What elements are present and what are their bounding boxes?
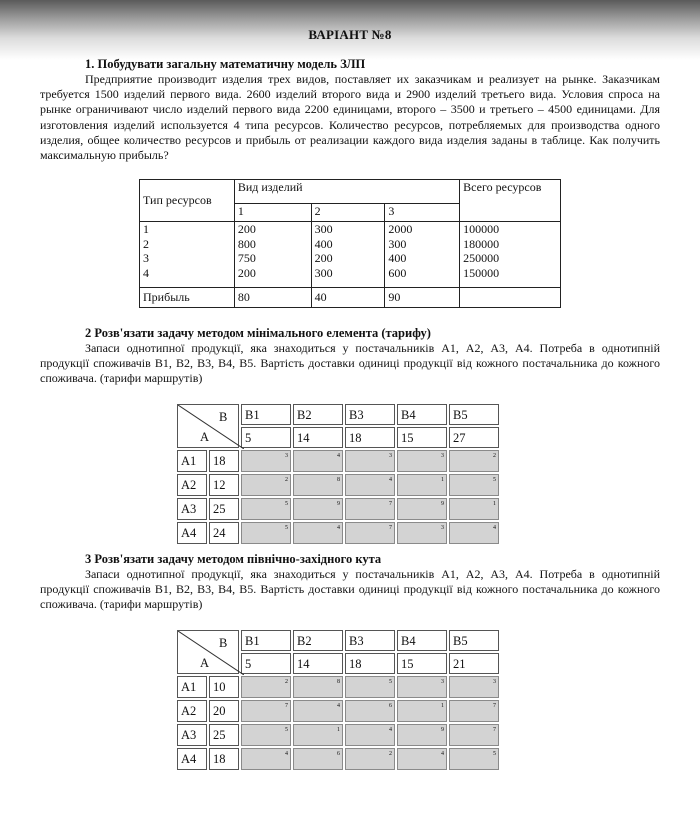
tariff-cell: 4 [345,724,395,746]
tariff-cell: 1 [449,498,499,520]
consumer-header: В4 [397,630,447,651]
section2-heading: 2 Розв'язати задачу методом мінімального елемента (тарифу) [85,326,431,340]
product3-column [385,222,460,288]
tariff-cell: 5 [241,498,291,520]
demand-value: 14 [293,653,343,674]
tariff-cell: 2 [241,474,291,496]
table-value: 300 [314,222,333,236]
tariff-cell: 4 [397,748,447,770]
transport-table-northwest [175,628,501,772]
product-number: 1 [234,204,311,222]
tariff-cell: 8 [293,676,343,698]
product2-column [311,222,385,288]
demand-value: 15 [397,427,447,448]
supplier-stock: 20 [209,700,239,722]
profit-label: Прибыль [140,288,235,308]
section1-heading: 1. Побудувати загальну математичну модель ЗЛП [85,57,366,71]
table-value: 2000 [388,222,413,236]
tariff-cell: 5 [241,522,291,544]
corner-label-a: А [200,430,210,444]
transport-table-min-element [175,402,501,546]
demand-value: 21 [449,653,499,674]
tariff-cell: 5 [449,474,499,496]
consumer-header: В2 [293,630,343,651]
diagonal-line [178,631,244,675]
table-value: 180000 [463,236,500,251]
tariff-cell: 5 [345,676,395,698]
tariff-cell: 1 [397,474,447,496]
corner-label-a: А [200,656,210,670]
tariff-cell: 4 [345,474,395,496]
table-value: 250000 [463,251,500,265]
section1-text: Предприятие производит изделия трех видов, поставляет их заказчикам и реализует на рынке. Заказчикам требуется 1500 изделий первого вида. 2600 изделий второго вида и 2900 изделий третьего вида. Условия спроса на рынке ограничивают число изделий первого вида 2200 единицами, второго – 3500 и третьего – 4500 единицами. Для изготовления изделий используется 4 типа ресурсов. Количество ресурсов, потребляемых для производства одного изделия, общее количество ресурсов и прибыль от реализации каждого вида изделия заданы в таблице. Как получить максимальную прибыль? [40,72,660,163]
profit-value: 80 [234,288,311,308]
total-column [460,222,561,288]
supplier-stock: 12 [209,474,239,496]
tariff-cell: 9 [397,724,447,746]
tariff-cell: 3 [345,450,395,472]
consumer-header: В1 [241,404,291,425]
tariff-cell: 7 [449,700,499,722]
tariff-cell: 2 [241,676,291,698]
supplier-stock: 18 [209,450,239,472]
profit-value: 90 [385,288,460,308]
tariff-cell: 3 [449,676,499,698]
tariff-cell: 7 [345,522,395,544]
tariff-cell: 5 [449,748,499,770]
table-value: 200 [237,265,256,280]
tariff-cell: 7 [449,724,499,746]
table-value: 750 [237,251,256,265]
tariff-cell: 5 [241,724,291,746]
supplier-name: А2 [177,474,207,496]
tariff-cell: 1 [397,700,447,722]
section3-heading: 3 Розв'язати задачу методом північно-західного кута [85,552,382,566]
tariff-cell: 2 [449,450,499,472]
consumer-header: В4 [397,404,447,425]
tariff-cell: 2 [345,748,395,770]
page-title: ВАРІАНТ №8 [308,27,392,42]
supplier-name: А2 [177,700,207,722]
product1-column [234,222,311,288]
resource-number: 3 [143,251,149,265]
product-number: 3 [385,204,460,222]
resources-table [139,179,561,308]
table-value: 800 [237,236,256,251]
table-value: 400 [388,251,407,265]
tariff-cell: 7 [345,498,395,520]
consumer-header: В3 [345,630,395,651]
table-value: 200 [237,222,256,236]
corner-cell [177,630,239,674]
tariff-cell: 3 [397,522,447,544]
demand-value: 18 [345,427,395,448]
table-value: 300 [314,265,333,280]
tariff-cell: 6 [345,700,395,722]
table-value: 150000 [463,265,500,280]
tariff-cell: 7 [241,700,291,722]
section3-text: Запаси однотипної продукції, яка знаходиться у постачальників А1, А2, А3, А4. Потреба в однотипній продукції споживачів В1, В2, В3, В4, В5. Вартість доставки одиниці продукції від кожного постачальника до кожного споживача. (тарифи маршрутів) [40,567,660,612]
corner-cell [177,404,239,448]
demand-value: 18 [345,653,395,674]
consumer-header: В3 [345,404,395,425]
tariff-cell: 9 [397,498,447,520]
supplier-name: А4 [177,748,207,770]
tariff-cell: 3 [397,676,447,698]
header-resource-type: Тип ресурсов [140,180,235,222]
corner-label-b: В [219,636,228,650]
tariff-cell: 4 [293,700,343,722]
tariff-cell: 1 [293,724,343,746]
tariff-cell: 9 [293,498,343,520]
supplier-name: А3 [177,724,207,746]
demand-value: 5 [241,427,291,448]
consumer-header: В1 [241,630,291,651]
supplier-stock: 24 [209,522,239,544]
resource-numbers-cell [140,222,235,288]
supplier-name: А1 [177,676,207,698]
supplier-stock: 25 [209,498,239,520]
tariff-cell: 4 [293,450,343,472]
tariff-cell: 3 [241,450,291,472]
demand-value: 15 [397,653,447,674]
resource-number: 1 [143,222,149,236]
product-number: 2 [311,204,385,222]
supplier-stock: 10 [209,676,239,698]
demand-value: 14 [293,427,343,448]
supplier-name: А3 [177,498,207,520]
profit-value: 40 [311,288,385,308]
resource-number: 2 [143,236,149,251]
consumer-header: В5 [449,630,499,651]
demand-value: 27 [449,427,499,448]
diagonal-line [178,405,244,449]
supplier-stock: 18 [209,748,239,770]
corner-label-b: В [219,410,228,424]
demand-value: 5 [241,653,291,674]
table-value: 300 [388,236,407,251]
supplier-stock: 25 [209,724,239,746]
tariff-cell: 4 [241,748,291,770]
table-value: 400 [314,236,333,251]
tariff-cell: 8 [293,474,343,496]
tariff-cell: 3 [397,450,447,472]
section2-text: Запаси однотипної продукції, яка знаходиться у постачальників А1, А2, А3, А4. Потреба в однотипній продукції споживачів В1, В2, В3, В4, В5. Вартість доставки одиниці продукції від кожного постачальника до кожного споживача. (тарифи маршрутів) [40,341,660,386]
supplier-name: А4 [177,522,207,544]
table-value: 100000 [463,222,500,236]
tariff-cell: 4 [449,522,499,544]
resource-number: 4 [143,265,149,280]
header-total-resources: Всего ресурсов [460,180,561,222]
supplier-name: А1 [177,450,207,472]
table-value: 200 [314,251,333,265]
tariff-cell: 4 [293,522,343,544]
profit-empty [460,288,561,308]
tariff-cell: 6 [293,748,343,770]
table-value: 600 [388,265,407,280]
header-product-type: Вид изделий [234,180,459,204]
consumer-header: В5 [449,404,499,425]
consumer-header: В2 [293,404,343,425]
